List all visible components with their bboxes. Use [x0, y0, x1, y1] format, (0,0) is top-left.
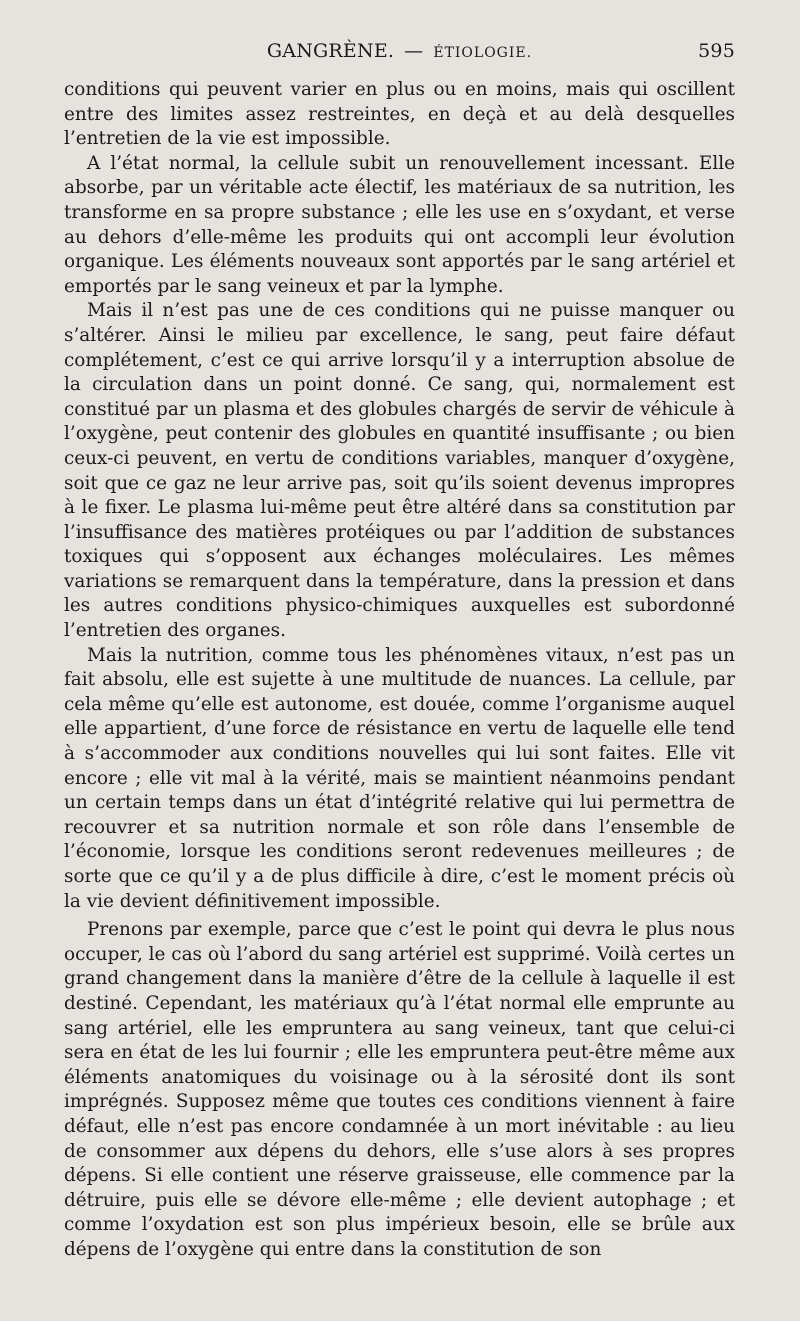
chapter-title: GANGRÈNE. [266, 40, 395, 62]
paragraph: Prenons par exemple, parce que c’est le point qui devra le plus nous occuper, le cas où l’abord du sang artériel est supprimé. Voilà certes un grand changement dans la manière d’être de la cellule à laquelle il est destiné. Cependant, les matériaux qu’à l’état normal elle emprunte au sang artériel, elle les empruntera au sang veineux, tant que celui-ci sera en état de les lui fournir ; elle les empruntera peut-être même aux éléments anatomiques du voisinage ou à la sérosité dont ils sont imprégnés. Supposez même que toutes ces conditions viennent à faire défaut, elle n’est pas encore condamnée à un mort inévitable : au lieu de consommer aux dépens du dehors, elle s’use alors à ses propres dépens. Si elle contient une réserve graisseuse, elle commence par la détruire, puis elle se dévore elle-même ; elle devient autophage ; et comme l’oxydation est son plus impérieux besoin, elle se brûle aux dépens de l’oxygène qui entre dans la constitution de son [64, 919, 735, 1260]
paragraph: A l’état normal, la cellule subit un renouvellement incessant. Elle absorbe, par un véritable acte électif, les matériaux de sa nutrition, les transforme en sa propre substance ; elle les use en s’oxydant, et verse au dehors d’elle-même les produits qui ont accompli leur évolution organique. Les éléments nouveaux sont apportés par le sang artériel et emportés par le sang veineux et par la lymphe. [64, 152, 735, 297]
page-number: 595 [698, 40, 735, 62]
section-subtitle: ÉTIOLOGIE. [433, 45, 533, 61]
paragraph-continued: conditions qui peuvent varier en plus ou en moins, mais qui oscillent entre des limites assez restreintes, en deçà et au delà desquelles l’entretien de la vie est impossible. [64, 79, 735, 150]
title-separator: — [404, 40, 424, 62]
paragraph: Mais il n’est pas une de ces conditions qui ne puisse manquer ou s’altérer. Ainsi le milieu par excellence, le sang, peut faire défaut complétement, c’est ce qui arrive lorsqu’il y a interruption absolue de la circulation dans un point donné. Ce sang, qui, normalement est constitué par un plasma et des globules chargés de servir de véhicule à l’oxygène, peut contenir des globules en quantité insuffisante ; ou bien ceux-ci peuvent, en vertu de conditions variables, manquer d’oxygène, soit que ce gaz ne leur arrive pas, soit qu’ils soient devenus impropres à le fixer. Le plasma lui-même peut être altéré dans sa constitution par l’insuffisance des matières protéiques ou par l’addition de substances toxiques qui s’opposent aux échanges moléculaires. Les mêmes variations se remarquent dans la température, dans la pression et dans les autres conditions physico-chimiques auxquelles est subordonné l’entretien des organes. [64, 300, 735, 642]
running-head [64, 40, 735, 66]
body-text [64, 78, 735, 1263]
paragraph: Mais la nutrition, comme tous les phénomènes vitaux, n’est pas un fait absolu, elle est sujette à une multitude de nuances. La cellule, par cela même qu’elle est autonome, est douée, comme l’organisme auquel elle appartient, d’une force de résistance en vertu de laquelle elle tend à s’accommoder aux conditions nouvelles qui lui sont faites. Elle vit encore ; elle vit mal à la vérité, mais se maintient néanmoins pendant un certain temps dans un état d’intégrité relative qui lui permettra de recouvrer et sa nutrition normale et son rôle dans l’ensemble de l’économie, lorsque les conditions seront redevenues meilleures ; de sorte que ce qu’il y a de plus difficile à dire, c’est le moment précis où la vie devient définitivement impossible. [64, 644, 735, 912]
